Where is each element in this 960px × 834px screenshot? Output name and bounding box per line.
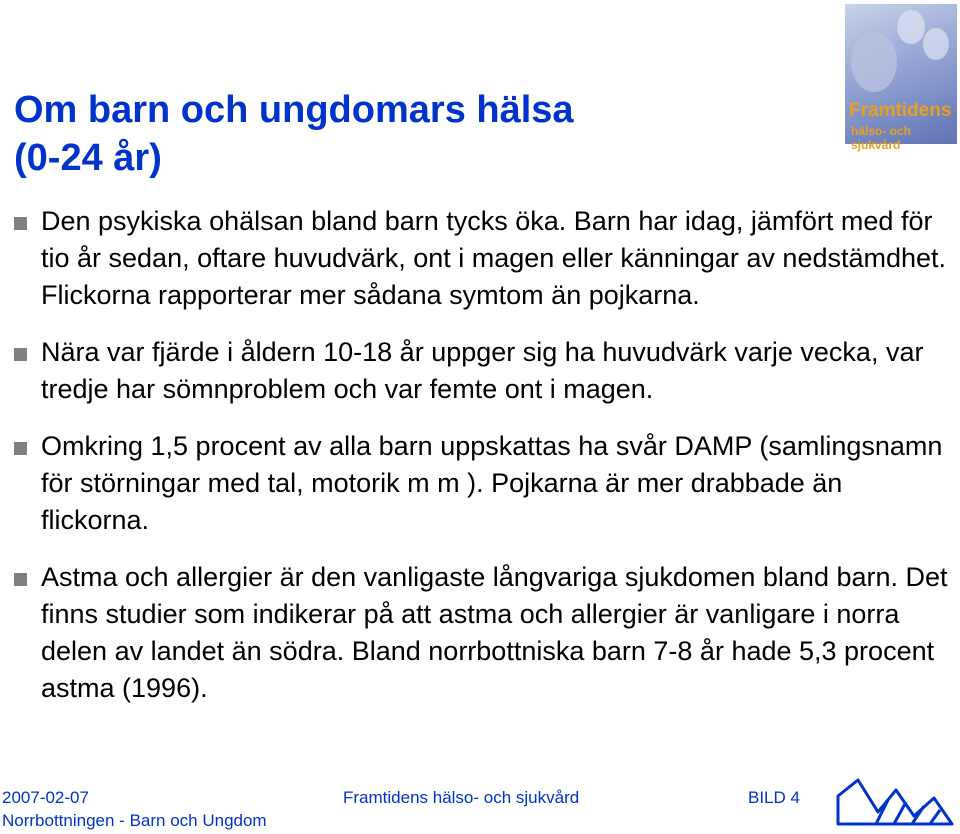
bullet-text: Astma och allergier är den vanligaste långvariga sjukdomen bland barn. Det finns studier som indikerar på att astma och allergier är vanligare i norra delen av landet än södra. Bland norrbottniska barn 7-8 år hade 5,3 procent astma (1996). bbox=[41, 562, 948, 703]
bullet-item bbox=[14, 559, 949, 707]
bullet-square-icon bbox=[14, 217, 27, 230]
bullet-square-icon bbox=[14, 442, 27, 455]
logo-subtitle: hälso- och sjukvård bbox=[851, 124, 912, 152]
photo-face bbox=[897, 10, 925, 44]
bullet-text: Den psykiska ohälsan bland barn tycks öka. Barn har idag, jämfört med för tio år sedan, oftare huvudvärk, ont i magen eller känningar av nedstämdhet. Flickorna rapporterar mer sådana symtom än pojkarna. bbox=[41, 206, 947, 310]
footer-org: Norrbottningen - Barn och Ungdom bbox=[2, 811, 267, 830]
bullet-item bbox=[14, 334, 949, 408]
footer-date: 2007-02-07 bbox=[2, 788, 89, 807]
nll-logo-icon bbox=[836, 776, 954, 828]
title-line-1: Om barn och ungdomars hälsa bbox=[14, 89, 574, 131]
bullet-item bbox=[14, 203, 949, 314]
bullet-text: Nära var fjärde i åldern 10-18 år uppger sig ha huvudvärk varje vecka, var tredje har sömnproblem och var femte ont i magen. bbox=[41, 337, 924, 404]
footer-center: Framtidens hälso- och sjukvård bbox=[343, 788, 580, 807]
logo bbox=[845, 4, 957, 152]
slide-title bbox=[14, 86, 574, 182]
bullet-item bbox=[14, 428, 949, 539]
bullet-square-icon bbox=[14, 573, 27, 586]
photo-face bbox=[851, 32, 897, 92]
photo-face bbox=[923, 28, 949, 60]
logo-name: Framtidens bbox=[849, 100, 952, 121]
title-line-2: (0-24 år) bbox=[14, 137, 162, 179]
bullet-text: Omkring 1,5 procent av alla barn uppskattas ha svår DAMP (samlingsnamn för störningar med tal, motorik m m ). Pojkarna är mer drabbade än flickorna. bbox=[41, 431, 943, 535]
bullet-square-icon bbox=[14, 348, 27, 361]
slide-number: BILD 4 bbox=[748, 788, 800, 807]
bullet-list bbox=[14, 203, 949, 727]
